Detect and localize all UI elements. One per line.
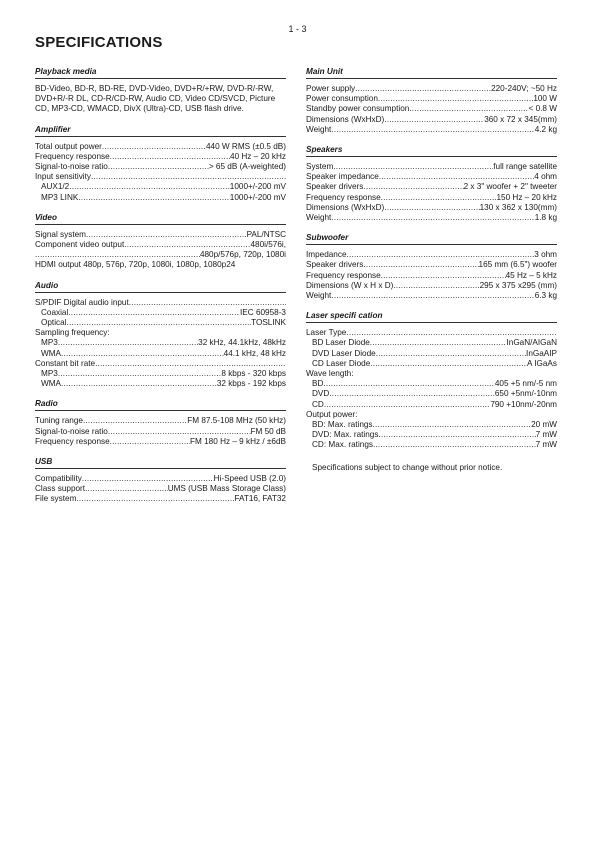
spec-label: DVD (312, 389, 330, 399)
spec-row (35, 427, 286, 437)
spec-value: 480i/576i, (250, 240, 286, 250)
spec-value: IEC 60958-3 (240, 307, 286, 317)
section-heading: Amplifier (35, 125, 286, 137)
spec-value: 1000+/-200 mV (229, 192, 286, 202)
spec-value: FM 87.5-108 MHz (50 kHz) (187, 416, 286, 426)
section-laser (306, 311, 557, 450)
section-video (35, 213, 286, 271)
spec-value: 650 +5nm/-10nm (494, 389, 557, 399)
dot-leader (347, 250, 535, 260)
spec-label: Frequency response (306, 270, 381, 280)
spec-row (35, 349, 286, 359)
dot-leader (331, 291, 534, 301)
spec-value: 790 +10nm/-20nm (490, 399, 557, 409)
spec-label: Frequency response (35, 151, 110, 161)
spec-value: 8 kbps - 320 kbps (221, 369, 286, 379)
spec-label: Dimensions (W x H x D) (306, 280, 394, 290)
spec-row (35, 152, 286, 162)
dot-leader (370, 359, 527, 369)
spec-row (306, 359, 557, 369)
spec-label: AUX1/2 (41, 182, 70, 192)
dot-leader (129, 298, 286, 308)
spec-row (35, 359, 286, 369)
section-heading: Main Unit (306, 67, 557, 79)
left-column (35, 67, 286, 515)
spec-label: Sampling frequency: (35, 328, 110, 338)
spec-value: 100 W (533, 94, 557, 104)
spec-row (35, 369, 286, 379)
spec-row (35, 474, 286, 484)
disclaimer-note: Specifications subject to change without prior notice. (312, 462, 503, 472)
spec-value: 40 Hz – 20 kHz (230, 151, 286, 161)
section-heading: Laser specifi cation (306, 311, 557, 323)
spec-row (35, 298, 286, 308)
spec-row (35, 494, 286, 504)
spec-value: InGaAIP (526, 348, 557, 358)
spec-value: 150 Hz – 20 kHz (496, 192, 557, 202)
dot-leader (346, 328, 557, 338)
spec-label: Speaker drivers (306, 260, 364, 270)
spec-label: Signal-to-noise ratio (35, 426, 108, 436)
dot-leader (323, 379, 495, 389)
spec-row (35, 250, 286, 260)
right-column (306, 67, 557, 473)
dot-leader (363, 182, 463, 192)
dot-leader (61, 349, 224, 359)
spec-value: A IGaAs (526, 358, 557, 368)
spec-row (306, 338, 557, 348)
spec-value: 4 ohm (534, 172, 557, 182)
spec-row (306, 104, 557, 114)
dot-leader (58, 338, 198, 348)
dot-leader (61, 379, 217, 389)
spec-value: FAT16, FAT32 (234, 494, 286, 504)
spec-row (306, 125, 557, 135)
dot-leader (329, 389, 495, 399)
dot-leader (110, 152, 230, 162)
dot-leader (69, 182, 230, 192)
spec-label: Impedance (306, 250, 347, 260)
spec-label: CD (312, 399, 324, 409)
spec-row (306, 400, 557, 410)
spec-row (306, 250, 557, 260)
spec-value: 45 Hz – 5 kHz (505, 270, 557, 280)
dot-leader (102, 142, 206, 152)
spec-label: CD Laser Diode (312, 358, 371, 368)
spec-row (306, 430, 557, 440)
spec-value: Hi-Speed USB (2.0) (213, 474, 286, 484)
dot-leader (85, 484, 168, 494)
spec-label: S/PDIF Digital audio input (35, 297, 129, 307)
spec-value: full range satellite (493, 162, 557, 172)
dot-leader (331, 125, 534, 135)
dot-leader (86, 230, 247, 240)
spec-row (35, 260, 286, 270)
dot-leader (409, 104, 528, 114)
spec-row (35, 416, 286, 426)
spec-row (306, 193, 557, 203)
spec-label: Power supply (306, 84, 356, 93)
spec-label: Component video output (35, 240, 125, 250)
dot-leader (379, 172, 534, 182)
spec-label: Compatibility (35, 474, 82, 484)
section-heading: Subwoofer (306, 233, 557, 245)
spec-value: 220-240V; ~50 Hz (491, 84, 557, 93)
spec-value: InGaN/AIGaN (506, 338, 557, 348)
spec-label: MP3 (41, 338, 58, 348)
spec-label: Power consumption (306, 94, 378, 104)
dot-leader (324, 400, 490, 410)
section-audio (35, 281, 286, 390)
spec-label: MP3 (41, 369, 58, 379)
section-paragraph: BD-Video, BD-R, BD-RE, DVD-Video, DVD+R/+RW, DVD-R/-RW, DVD+R/-R DL, CD-R/CD-RW, Audio CD, Video CD/SVCD, Picture CD, MP3-CD, WMACD, DivX (Ultra)-CD, USB flash drive. (35, 84, 276, 114)
dot-leader (376, 349, 526, 359)
dot-leader (108, 427, 251, 437)
spec-label: System (306, 162, 334, 172)
dot-leader (384, 203, 479, 213)
dot-leader (381, 193, 497, 203)
spec-label: Speaker drivers (306, 182, 364, 192)
spec-label: Weight (306, 124, 332, 134)
spec-row (35, 437, 286, 447)
spec-row (306, 291, 557, 301)
spec-row (35, 162, 286, 172)
spec-label: Frequency response (306, 192, 381, 202)
spec-label: Input sensitivity (35, 172, 91, 182)
spec-row (306, 213, 557, 223)
dot-leader (333, 162, 493, 172)
spec-row (306, 379, 557, 389)
spec-row (306, 369, 557, 379)
section-usb (35, 457, 286, 505)
spec-label: Constant bit rate (35, 358, 96, 368)
spec-value: 165 mm (6.5") woofer (478, 260, 557, 270)
dot-leader (373, 420, 532, 430)
spec-value: 32 kbps - 192 kbps (216, 379, 286, 389)
dot-leader (68, 308, 240, 318)
dot-leader (124, 240, 250, 250)
spec-row (35, 193, 286, 203)
section-amplifier (35, 125, 286, 203)
section-speakers (306, 145, 557, 223)
dot-leader (91, 172, 286, 182)
spec-label: BD: Max. ratings (312, 420, 373, 430)
spec-label: Wave length: (306, 369, 354, 379)
spec-label: Laser Type (306, 328, 347, 338)
dot-leader (378, 430, 535, 440)
spec-value: PAL/NTSC (246, 229, 286, 239)
spec-value: > 65 dB (A-weighted) (208, 162, 286, 172)
spec-row (35, 240, 286, 250)
spec-value: 1.8 kg (534, 213, 557, 223)
spec-row (35, 230, 286, 240)
spec-row (306, 281, 557, 291)
spec-row (306, 420, 557, 430)
spec-label: WMA (41, 379, 62, 389)
spec-row (35, 484, 286, 494)
section-heading: Playback media (35, 67, 286, 79)
spec-value: 2 x 3" woofer + 2" tweeter (463, 182, 557, 192)
spec-label: HDMI output 480p, 576p, 720p, 1080i, 1080p, 1080p24 (35, 260, 236, 270)
spec-row (35, 379, 286, 389)
dot-leader (58, 369, 222, 379)
spec-row (35, 308, 286, 318)
page-title: SPECIFICATIONS (35, 34, 163, 51)
spec-value: 480p/576p, 720p, 1080i (199, 250, 286, 260)
dot-leader (384, 115, 484, 125)
spec-row (306, 389, 557, 399)
dot-leader (82, 474, 214, 484)
section-main-unit (306, 67, 557, 135)
spec-row (306, 349, 557, 359)
spec-value: TOSLINK (251, 318, 286, 328)
spec-label: Weight (306, 291, 332, 301)
dot-leader (108, 162, 209, 172)
dot-leader (76, 494, 234, 504)
spec-label: BD (312, 379, 324, 389)
spec-value: 32 kHz, 44.1kHz, 48kHz (198, 338, 286, 348)
spec-row (306, 440, 557, 450)
spec-value: FM 50 dB (250, 426, 286, 436)
spec-row (35, 142, 286, 152)
spec-value: 6.3 kg (534, 291, 557, 301)
section-playback (35, 67, 286, 115)
section-heading: Radio (35, 399, 286, 411)
spec-value: 405 +5 nm/-5 nm (494, 379, 557, 389)
spec-row (35, 328, 286, 338)
spec-row (306, 162, 557, 172)
spec-label: Weight (306, 213, 332, 223)
spec-label: CD: Max. ratings (312, 440, 373, 450)
dot-leader (331, 213, 534, 223)
spec-row (35, 172, 286, 182)
spec-row (35, 182, 286, 192)
section-heading: Video (35, 213, 286, 225)
spec-label: Output power: (306, 409, 358, 419)
spec-label: Signal system (35, 229, 86, 239)
spec-label: DVD Laser Diode (312, 348, 376, 358)
spec-value: 3 ohm (534, 250, 557, 260)
spec-value: 440 W RMS (±0.5 dB) (205, 141, 286, 151)
dot-leader (393, 281, 479, 291)
spec-row (306, 115, 557, 125)
dot-leader (95, 359, 286, 369)
spec-value: 1000+/-200 mV (229, 182, 286, 192)
spec-row (306, 182, 557, 192)
section-heading: Speakers (306, 145, 557, 157)
spec-value: 44.1 kHz, 48 kHz (223, 348, 286, 358)
dot-leader (355, 84, 491, 94)
spec-label: Frequency response (35, 436, 110, 446)
spec-label: Class support (35, 484, 86, 494)
spec-label: Signal-to-noise ratio (35, 162, 108, 172)
spec-row (306, 203, 557, 213)
spec-label: Standby power consumption (306, 104, 410, 114)
spec-value: 130 x 362 x 130(mm) (479, 202, 557, 212)
dot-leader (363, 260, 478, 270)
spec-row (35, 318, 286, 328)
spec-value: 7 mW (535, 440, 557, 450)
section-radio (35, 399, 286, 447)
spec-row (306, 94, 557, 104)
dot-leader (110, 437, 190, 447)
spec-value: 360 x 72 x 345(mm) (484, 114, 557, 124)
spec-label: MP3 LINK (41, 192, 79, 202)
dot-leader (378, 94, 533, 104)
spec-label: Dimensions (WxHxD) (306, 114, 385, 124)
dot-leader (83, 416, 187, 426)
spec-row (306, 172, 557, 182)
spec-value: 4.2 kg (534, 124, 557, 134)
spec-label: Optical (41, 318, 67, 328)
spec-row (306, 328, 557, 338)
spec-row (306, 260, 557, 270)
section-heading: USB (35, 457, 286, 469)
spec-value: 295 x 375 x295 (mm) (479, 280, 557, 290)
spec-label: File system (35, 494, 77, 504)
spec-row (306, 271, 557, 281)
dot-leader (373, 440, 536, 450)
dot-leader (35, 250, 200, 260)
spec-row (35, 338, 286, 348)
section-heading: Audio (35, 281, 286, 293)
spec-label: Coaxial (41, 307, 69, 317)
page-number: 1 - 3 (288, 24, 307, 34)
spec-value: < 0.8 W (528, 104, 557, 114)
dot-leader (370, 338, 507, 348)
spec-label: DVD: Max. ratings (312, 430, 379, 440)
spec-label: Dimensions (WxHxD) (306, 202, 385, 212)
section-subwoofer (306, 233, 557, 301)
dot-leader (66, 318, 251, 328)
spec-row (306, 410, 557, 420)
dot-leader (78, 193, 229, 203)
dot-leader (381, 271, 506, 281)
spec-value: UMS (USB Mass Storage Class) (167, 484, 286, 494)
spec-value: 7 mW (535, 430, 557, 440)
spec-label: WMA (41, 348, 62, 358)
spec-value: 20 mW (531, 420, 557, 430)
spec-label: Speaker impedance (306, 172, 379, 182)
spec-label: Tuning range (35, 416, 83, 426)
spec-label: BD Laser Diode (312, 338, 370, 348)
spec-value: FM 180 Hz – 9 kHz / ±6dB (190, 436, 286, 446)
spec-label: Total output power (35, 141, 102, 151)
spec-row (306, 84, 557, 94)
